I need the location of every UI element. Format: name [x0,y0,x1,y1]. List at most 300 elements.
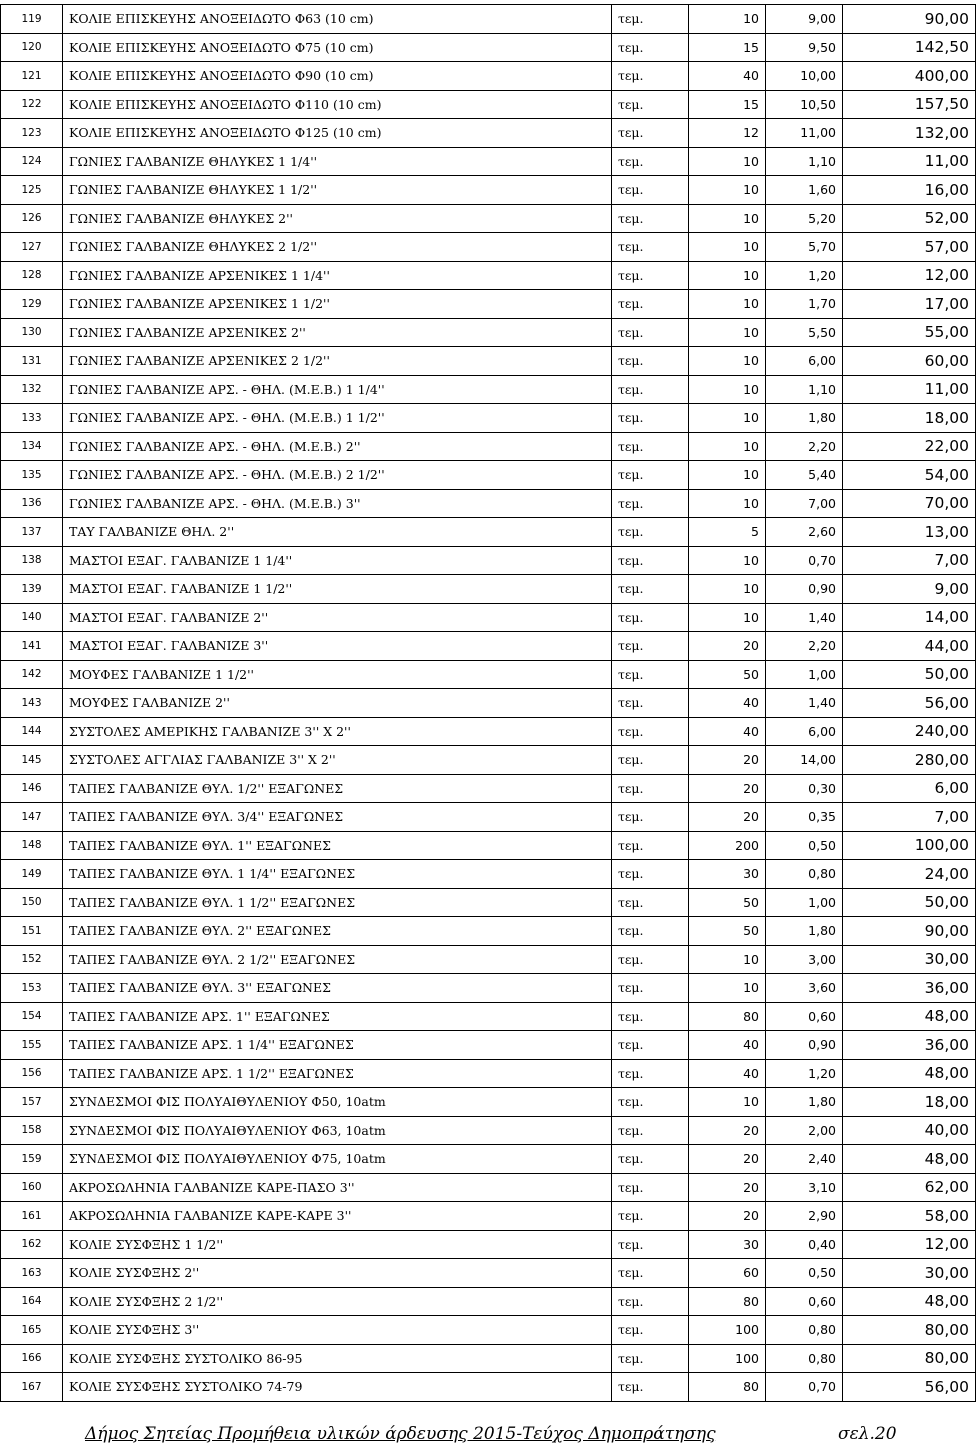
item-total: 6,00 [843,774,976,803]
item-unit: τεμ. [612,290,689,319]
item-unit: τεμ. [612,546,689,575]
item-total: 30,00 [843,945,976,974]
item-description: ΤΑΠΕΣ ΓΑΛΒΑΝΙΖΕ ΘΥΛ. 1'' ΕΞΑΓΩΝΕΣ [63,831,612,860]
item-unit: τεμ. [612,1116,689,1145]
item-unit-price: 2,60 [766,518,843,547]
item-description: ΚΟΛΙΕ ΣΥΣΦΞΗΣ 2 1/2'' [63,1287,612,1316]
item-description: ΜΟΥΦΕΣ ΓΑΛΒΑΝΙΖΕ 2'' [63,689,612,718]
item-description: ΤΑΠΕΣ ΓΑΛΒΑΝΙΖΕ ΘΥΛ. 2'' ΕΞΑΓΩΝΕΣ [63,917,612,946]
item-quantity: 30 [689,860,766,889]
item-quantity: 20 [689,1202,766,1231]
item-number: 138 [1,546,63,575]
item-description: ΣΥΝΔΕΣΜΟΙ ΦΙΣ ΠΟΛΥΑΙΘΥΛΕΝΙΟΥ Φ50, 10atm [63,1088,612,1117]
item-quantity: 10 [689,347,766,376]
item-number: 131 [1,347,63,376]
item-unit-price: 1,00 [766,888,843,917]
table-row [1,660,976,689]
item-unit: τεμ. [612,575,689,604]
item-quantity: 10 [689,461,766,490]
item-total: 11,00 [843,375,976,404]
item-total: 70,00 [843,489,976,518]
table-row [1,717,976,746]
items-table-body [1,5,976,1402]
item-total: 12,00 [843,261,976,290]
item-number: 140 [1,603,63,632]
item-quantity: 10 [689,176,766,205]
item-description: ΓΩΝΙΕΣ ΓΑΛΒΑΝΙΖΕ ΑΡΣ. - ΘΗΛ. (Μ.Ε.Β.) 1 1/2'' [63,404,612,433]
item-unit-price: 9,50 [766,33,843,62]
table-row [1,774,976,803]
item-quantity: 200 [689,831,766,860]
item-total: 90,00 [843,5,976,34]
item-number: 133 [1,404,63,433]
item-unit: τεμ. [612,632,689,661]
item-unit: τεμ. [612,1316,689,1345]
item-quantity: 10 [689,404,766,433]
item-description: ΓΩΝΙΕΣ ΓΑΛΒΑΝΙΖΕ ΘΗΛΥΚΕΣ 1 1/2'' [63,176,612,205]
item-quantity: 10 [689,318,766,347]
item-quantity: 50 [689,660,766,689]
item-description: ΓΩΝΙΕΣ ΓΑΛΒΑΝΙΖΕ ΑΡΣΕΝΙΚΕΣ 2'' [63,318,612,347]
item-unit: τεμ. [612,603,689,632]
item-unit-price: 0,70 [766,546,843,575]
page-number: σελ.20 [838,1424,897,1444]
table-row [1,1202,976,1231]
item-number: 161 [1,1202,63,1231]
table-row [1,546,976,575]
item-unit-price: 0,80 [766,860,843,889]
item-quantity: 10 [689,603,766,632]
item-total: 132,00 [843,119,976,148]
table-row [1,62,976,91]
item-unit-price: 9,00 [766,5,843,34]
item-quantity: 80 [689,1373,766,1402]
item-unit: τεμ. [612,1088,689,1117]
item-unit-price: 0,50 [766,1259,843,1288]
item-unit-price: 0,50 [766,831,843,860]
item-quantity: 50 [689,917,766,946]
item-unit-price: 3,10 [766,1173,843,1202]
item-description: ΜΑΣΤΟΙ ΕΞΑΓ. ΓΑΛΒΑΝΙΖΕ 1 1/2'' [63,575,612,604]
item-unit: τεμ. [612,90,689,119]
item-unit-price: 2,00 [766,1116,843,1145]
item-unit: τεμ. [612,1230,689,1259]
item-unit: τεμ. [612,62,689,91]
item-unit-price: 5,40 [766,461,843,490]
item-unit: τεμ. [612,518,689,547]
item-unit-price: 0,70 [766,1373,843,1402]
item-total: 55,00 [843,318,976,347]
item-unit: τεμ. [612,5,689,34]
item-total: 13,00 [843,518,976,547]
item-unit-price: 3,60 [766,974,843,1003]
item-total: 9,00 [843,575,976,604]
item-unit-price: 0,30 [766,774,843,803]
item-description: ΓΩΝΙΕΣ ΓΑΛΒΑΝΙΖΕ ΘΗΛΥΚΕΣ 2'' [63,204,612,233]
item-unit: τεμ. [612,347,689,376]
item-total: 7,00 [843,546,976,575]
item-number: 128 [1,261,63,290]
table-row [1,860,976,889]
item-total: 280,00 [843,746,976,775]
item-description: ΤΑΠΕΣ ΓΑΛΒΑΝΙΖΕ ΘΥΛ. 3/4'' ΕΞΑΓΩΝΕΣ [63,803,612,832]
table-row [1,746,976,775]
table-row [1,1059,976,1088]
item-quantity: 20 [689,803,766,832]
item-quantity: 10 [689,432,766,461]
item-total: 50,00 [843,888,976,917]
item-quantity: 40 [689,689,766,718]
table-row [1,176,976,205]
item-total: 400,00 [843,62,976,91]
table-row [1,90,976,119]
item-unit-price: 14,00 [766,746,843,775]
item-number: 156 [1,1059,63,1088]
item-number: 159 [1,1145,63,1174]
item-total: 18,00 [843,404,976,433]
item-unit-price: 1,00 [766,660,843,689]
item-total: 142,50 [843,33,976,62]
item-unit-price: 2,90 [766,1202,843,1231]
item-total: 18,00 [843,1088,976,1117]
item-quantity: 10 [689,261,766,290]
item-number: 164 [1,1287,63,1316]
item-unit: τεμ. [612,461,689,490]
item-unit: τεμ. [612,119,689,148]
item-number: 120 [1,33,63,62]
table-row [1,632,976,661]
item-unit-price: 11,00 [766,119,843,148]
item-quantity: 40 [689,717,766,746]
item-quantity: 60 [689,1259,766,1288]
table-row [1,290,976,319]
item-unit: τεμ. [612,746,689,775]
item-unit-price: 0,60 [766,1002,843,1031]
item-unit-price: 1,80 [766,917,843,946]
item-unit: τεμ. [612,945,689,974]
item-number: 153 [1,974,63,1003]
item-description: ΤΑΠΕΣ ΓΑΛΒΑΝΙΖΕ ΑΡΣ. 1 1/2'' ΕΞΑΓΩΝΕΣ [63,1059,612,1088]
item-unit: τεμ. [612,1344,689,1373]
item-quantity: 80 [689,1002,766,1031]
item-description: ΓΩΝΙΕΣ ΓΑΛΒΑΝΙΖΕ ΑΡΣ. - ΘΗΛ. (Μ.Ε.Β.) 2 1/2'' [63,461,612,490]
item-number: 124 [1,147,63,176]
item-total: 90,00 [843,917,976,946]
item-number: 132 [1,375,63,404]
item-unit: τεμ. [612,147,689,176]
table-row [1,1316,976,1345]
item-description: ΤΑΠΕΣ ΓΑΛΒΑΝΙΖΕ ΘΥΛ. 2 1/2'' ΕΞΑΓΩΝΕΣ [63,945,612,974]
table-row [1,1088,976,1117]
item-unit-price: 5,50 [766,318,843,347]
item-unit-price: 0,60 [766,1287,843,1316]
item-unit-price: 2,40 [766,1145,843,1174]
item-unit-price: 0,40 [766,1230,843,1259]
item-number: 163 [1,1259,63,1288]
item-description: ΓΩΝΙΕΣ ΓΑΛΒΑΝΙΖΕ ΘΗΛΥΚΕΣ 2 1/2'' [63,233,612,262]
item-description: ΚΟΛΙΕ ΕΠΙΣΚΕΥΗΣ ΑΝΟΞΕΙΔΩΤΟ Φ63 (10 cm) [63,5,612,34]
table-row [1,945,976,974]
item-unit-price: 3,00 [766,945,843,974]
item-number: 123 [1,119,63,148]
item-total: 36,00 [843,974,976,1003]
table-row [1,347,976,376]
item-number: 151 [1,917,63,946]
item-description: ΤΑΠΕΣ ΓΑΛΒΑΝΙΖΕ ΘΥΛ. 1 1/2'' ΕΞΑΓΩΝΕΣ [63,888,612,917]
item-description: ΤΑΠΕΣ ΓΑΛΒΑΝΙΖΕ ΘΥΛ. 3'' ΕΞΑΓΩΝΕΣ [63,974,612,1003]
item-unit-price: 10,50 [766,90,843,119]
item-total: 62,00 [843,1173,976,1202]
table-row [1,1287,976,1316]
table-row [1,575,976,604]
item-unit-price: 0,90 [766,1031,843,1060]
item-total: 100,00 [843,831,976,860]
item-total: 22,00 [843,432,976,461]
item-unit-price: 1,80 [766,1088,843,1117]
item-description: ΓΩΝΙΕΣ ΓΑΛΒΑΝΙΖΕ ΑΡΣ. - ΘΗΛ. (Μ.Ε.Β.) 1 1/4'' [63,375,612,404]
item-quantity: 15 [689,90,766,119]
item-unit: τεμ. [612,261,689,290]
table-row [1,1373,976,1402]
item-number: 121 [1,62,63,91]
item-number: 143 [1,689,63,718]
item-total: 11,00 [843,147,976,176]
item-description: ΚΟΛΙΕ ΕΠΙΣΚΕΥΗΣ ΑΝΟΞΕΙΔΩΤΟ Φ75 (10 cm) [63,33,612,62]
item-quantity: 10 [689,546,766,575]
item-unit: τεμ. [612,660,689,689]
item-description: ΤΑΠΕΣ ΓΑΛΒΑΝΙΖΕ ΘΥΛ. 1/2'' ΕΞΑΓΩΝΕΣ [63,774,612,803]
item-description: ΚΟΛΙΕ ΣΥΣΦΞΗΣ 1 1/2'' [63,1230,612,1259]
item-unit-price: 0,80 [766,1316,843,1345]
item-number: 142 [1,660,63,689]
item-number: 158 [1,1116,63,1145]
item-unit-price: 6,00 [766,717,843,746]
table-row [1,974,976,1003]
item-description: ΣΥΝΔΕΣΜΟΙ ΦΙΣ ΠΟΛΥΑΙΘΥΛΕΝΙΟΥ Φ75, 10atm [63,1145,612,1174]
item-quantity: 10 [689,233,766,262]
item-number: 139 [1,575,63,604]
item-number: 130 [1,318,63,347]
item-description: ΓΩΝΙΕΣ ΓΑΛΒΑΝΙΖΕ ΑΡΣ. - ΘΗΛ. (Μ.Ε.Β.) 3'' [63,489,612,518]
item-total: 44,00 [843,632,976,661]
item-quantity: 80 [689,1287,766,1316]
item-quantity: 20 [689,632,766,661]
table-row [1,461,976,490]
item-quantity: 10 [689,575,766,604]
table-row [1,1002,976,1031]
item-quantity: 10 [689,1088,766,1117]
table-row [1,404,976,433]
item-description: ΣΥΝΔΕΣΜΟΙ ΦΙΣ ΠΟΛΥΑΙΘΥΛΕΝΙΟΥ Φ63, 10atm [63,1116,612,1145]
page-footer [0,1420,960,1450]
item-total: 57,00 [843,233,976,262]
table-row [1,689,976,718]
item-quantity: 10 [689,974,766,1003]
item-description: ΣΥΣΤΟΛΕΣ ΑΜΕΡΙΚΗΣ ΓΑΛΒΑΝΙΖΕ 3'' Χ 2'' [63,717,612,746]
item-unit: τεμ. [612,1002,689,1031]
item-number: 122 [1,90,63,119]
item-quantity: 12 [689,119,766,148]
item-total: 40,00 [843,1116,976,1145]
item-number: 134 [1,432,63,461]
table-row [1,233,976,262]
item-number: 136 [1,489,63,518]
item-unit: τεμ. [612,974,689,1003]
item-number: 129 [1,290,63,319]
item-unit: τεμ. [612,176,689,205]
item-unit-price: 1,40 [766,689,843,718]
item-description: ΚΟΛΙΕ ΕΠΙΣΚΕΥΗΣ ΑΝΟΞΕΙΔΩΤΟ Φ90 (10 cm) [63,62,612,91]
item-total: 17,00 [843,290,976,319]
item-unit-price: 1,40 [766,603,843,632]
item-quantity: 10 [689,375,766,404]
item-number: 144 [1,717,63,746]
item-description: ΚΟΛΙΕ ΣΥΣΦΞΗΣ ΣΥΣΤΟΛΙΚΟ 74-79 [63,1373,612,1402]
item-quantity: 100 [689,1344,766,1373]
item-total: 16,00 [843,176,976,205]
item-quantity: 20 [689,746,766,775]
item-total: 56,00 [843,1373,976,1402]
item-description: ΓΩΝΙΕΣ ΓΑΛΒΑΝΙΖΕ ΑΡΣΕΝΙΚΕΣ 1 1/2'' [63,290,612,319]
item-unit: τεμ. [612,1287,689,1316]
item-quantity: 40 [689,62,766,91]
item-number: 157 [1,1088,63,1117]
table-row [1,603,976,632]
item-total: 56,00 [843,689,976,718]
item-total: 157,50 [843,90,976,119]
item-description: ΓΩΝΙΕΣ ΓΑΛΒΑΝΙΖΕ ΘΗΛΥΚΕΣ 1 1/4'' [63,147,612,176]
table-row [1,1230,976,1259]
item-quantity: 10 [689,290,766,319]
item-unit: τεμ. [612,1202,689,1231]
item-total: 48,00 [843,1059,976,1088]
item-quantity: 10 [689,147,766,176]
item-quantity: 30 [689,1230,766,1259]
item-number: 119 [1,5,63,34]
item-number: 145 [1,746,63,775]
item-unit-price: 1,70 [766,290,843,319]
item-unit: τεμ. [612,375,689,404]
table-row [1,261,976,290]
item-number: 155 [1,1031,63,1060]
item-total: 54,00 [843,461,976,490]
item-number: 135 [1,461,63,490]
table-row [1,1259,976,1288]
item-unit: τεμ. [612,831,689,860]
table-row [1,1173,976,1202]
item-description: ΚΟΛΙΕ ΕΠΙΣΚΕΥΗΣ ΑΝΟΞΕΙΔΩΤΟ Φ110 (10 cm) [63,90,612,119]
item-number: 137 [1,518,63,547]
table-row [1,1344,976,1373]
item-unit: τεμ. [612,689,689,718]
item-description: ΓΩΝΙΕΣ ΓΑΛΒΑΝΙΖΕ ΑΡΣΕΝΙΚΕΣ 1 1/4'' [63,261,612,290]
table-row [1,33,976,62]
item-number: 141 [1,632,63,661]
item-total: 24,00 [843,860,976,889]
item-unit-price: 1,80 [766,404,843,433]
item-number: 166 [1,1344,63,1373]
item-number: 148 [1,831,63,860]
item-unit: τεμ. [612,432,689,461]
item-number: 125 [1,176,63,205]
table-row [1,831,976,860]
item-unit: τεμ. [612,204,689,233]
item-unit: τεμ. [612,860,689,889]
item-quantity: 10 [689,204,766,233]
item-unit-price: 5,20 [766,204,843,233]
item-unit-price: 2,20 [766,632,843,661]
item-number: 165 [1,1316,63,1345]
item-total: 48,00 [843,1002,976,1031]
item-number: 127 [1,233,63,262]
item-unit: τεμ. [612,917,689,946]
item-number: 162 [1,1230,63,1259]
item-number: 167 [1,1373,63,1402]
item-total: 52,00 [843,204,976,233]
item-quantity: 10 [689,5,766,34]
item-description: ΜΑΣΤΟΙ ΕΞΑΓ. ΓΑΛΒΑΝΙΖΕ 1 1/4'' [63,546,612,575]
item-description: ΤΑΥ ΓΑΛΒΑΝΙΖΕ ΘΗΛ. 2'' [63,518,612,547]
item-description: ΚΟΛΙΕ ΣΥΣΦΞΗΣ ΣΥΣΤΟΛΙΚΟ 86-95 [63,1344,612,1373]
item-unit-price: 0,80 [766,1344,843,1373]
footer-title: Δήμος Σητείας Προμήθεια υλικών άρδευσης 2015-Τεύχος Δημοπράτησης [85,1424,716,1444]
item-quantity: 10 [689,945,766,974]
item-unit: τεμ. [612,1259,689,1288]
item-unit-price: 1,10 [766,375,843,404]
table-row [1,5,976,34]
item-unit: τεμ. [612,803,689,832]
item-unit-price: 0,35 [766,803,843,832]
item-number: 160 [1,1173,63,1202]
item-unit-price: 7,00 [766,489,843,518]
item-unit: τεμ. [612,233,689,262]
table-row [1,489,976,518]
item-unit: τεμ. [612,489,689,518]
item-total: 60,00 [843,347,976,376]
item-quantity: 40 [689,1059,766,1088]
item-unit-price: 5,70 [766,233,843,262]
item-unit: τεμ. [612,774,689,803]
item-unit-price: 10,00 [766,62,843,91]
item-total: 14,00 [843,603,976,632]
item-total: 80,00 [843,1316,976,1345]
item-description: ΓΩΝΙΕΣ ΓΑΛΒΑΝΙΖΕ ΑΡΣΕΝΙΚΕΣ 2 1/2'' [63,347,612,376]
item-number: 149 [1,860,63,889]
item-description: ΜΑΣΤΟΙ ΕΞΑΓ. ΓΑΛΒΑΝΙΖΕ 2'' [63,603,612,632]
table-row [1,888,976,917]
item-unit-price: 0,90 [766,575,843,604]
item-unit: τεμ. [612,1145,689,1174]
item-description: ΜΑΣΤΟΙ ΕΞΑΓ. ΓΑΛΒΑΝΙΖΕ 3'' [63,632,612,661]
item-number: 146 [1,774,63,803]
item-quantity: 20 [689,1173,766,1202]
item-unit: τεμ. [612,1373,689,1402]
table-row [1,803,976,832]
item-unit: τεμ. [612,1031,689,1060]
item-quantity: 15 [689,33,766,62]
item-description: ΤΑΠΕΣ ΓΑΛΒΑΝΙΖΕ ΑΡΣ. 1'' ΕΞΑΓΩΝΕΣ [63,1002,612,1031]
item-unit-price: 2,20 [766,432,843,461]
item-unit: τεμ. [612,888,689,917]
item-description: ΜΟΥΦΕΣ ΓΑΛΒΑΝΙΖΕ 1 1/2'' [63,660,612,689]
item-description: ΚΟΛΙΕ ΣΥΣΦΞΗΣ 2'' [63,1259,612,1288]
item-unit: τεμ. [612,1173,689,1202]
item-number: 150 [1,888,63,917]
table-row [1,204,976,233]
table-row [1,318,976,347]
item-unit-price: 1,60 [766,176,843,205]
item-total: 36,00 [843,1031,976,1060]
